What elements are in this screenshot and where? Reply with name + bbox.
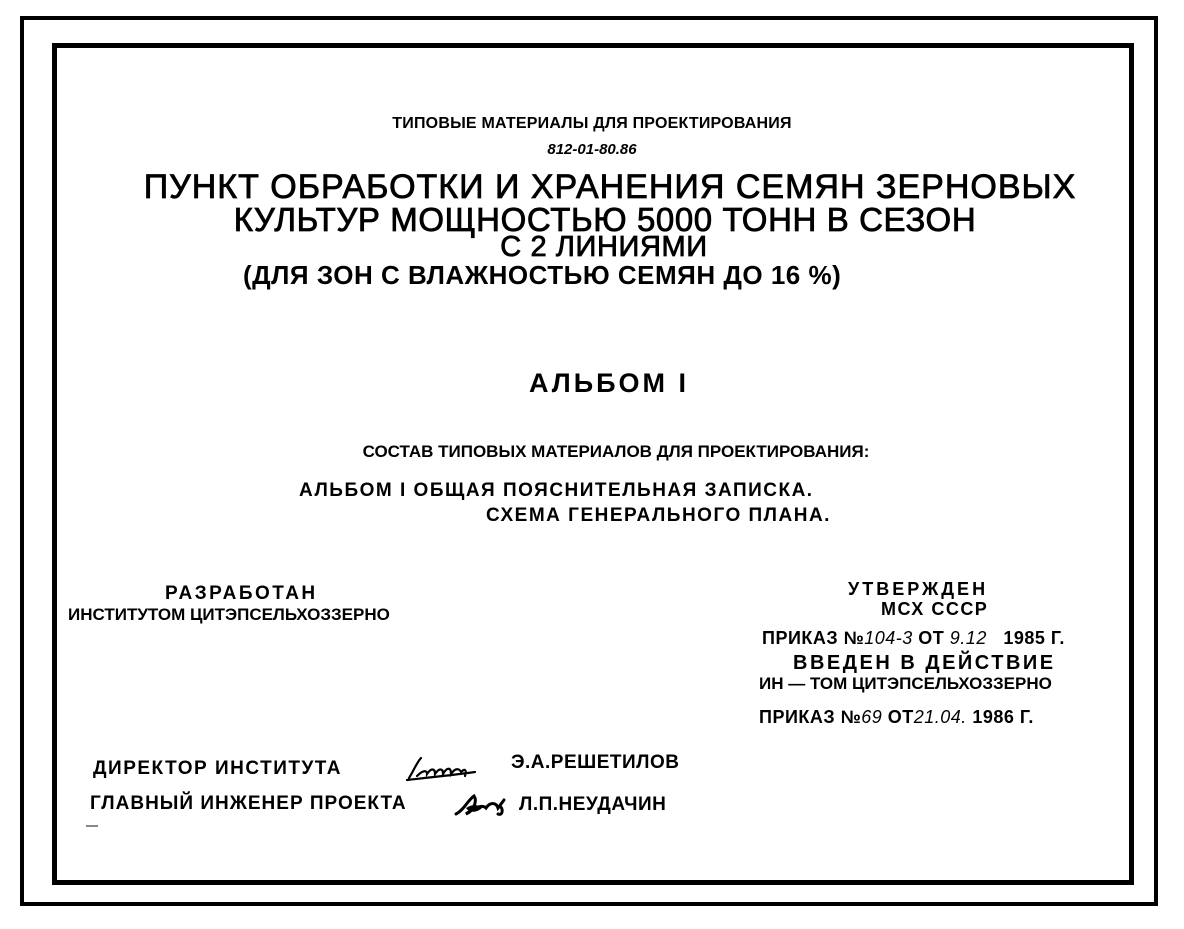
director-name: Э.А.РЕШЕТИЛОВ bbox=[511, 752, 680, 773]
order-1-year: 1985 Г. bbox=[1003, 628, 1065, 648]
stray-mark bbox=[86, 825, 98, 827]
developed-label: РАЗРАБОТАН bbox=[165, 583, 318, 604]
composition-heading: СОСТАВ ТИПОВЫХ МАТЕРИАЛОВ ДЛЯ ПРОЕКТИРОВАНИЯ: bbox=[362, 442, 870, 461]
order-2-prefix: ПРИКАЗ № bbox=[759, 707, 862, 727]
series-code: 812-01-80.86 bbox=[547, 141, 637, 158]
order-1-number: 104-3 bbox=[864, 628, 913, 648]
title-line-1: ПУНКТ ОБРАБОТКИ И ХРАНЕНИЯ СЕМЯН ЗЕРНОВЫХ bbox=[143, 168, 1077, 206]
enacted-label: ВВЕДЕН В ДЕЙСТВИЕ bbox=[793, 652, 1056, 674]
director-signature bbox=[405, 754, 483, 784]
approval-order-1 bbox=[762, 629, 1065, 647]
order-1-from: ОТ bbox=[918, 628, 945, 648]
approval-body: МСХ СССР bbox=[881, 599, 989, 619]
subtitle: (ДЛЯ ЗОН С ВЛАЖНОСТЬЮ СЕМЯН ДО 16 %) bbox=[243, 260, 842, 290]
approved-label: УТВЕРЖДЕН bbox=[848, 579, 989, 599]
composition-line-2: СХЕМА ГЕНЕРАЛЬНОГО ПЛАНА. bbox=[486, 505, 831, 526]
chief-engineer-name: Л.П.НЕУДАЧИН bbox=[519, 794, 667, 815]
chief-engineer-title: ГЛАВНЫЙ ИНЖЕНЕР ПРОЕКТА bbox=[90, 793, 407, 814]
order-1-date: 9.12 bbox=[949, 628, 987, 648]
order-2-number: 69 bbox=[861, 707, 883, 727]
order-1-prefix: ПРИКАЗ № bbox=[762, 628, 865, 648]
composition-line-1: АЛЬБОМ I ОБЩАЯ ПОЯСНИТЕЛЬНАЯ ЗАПИСКА. bbox=[299, 480, 814, 501]
chief-engineer-signature bbox=[452, 790, 516, 820]
developed-by: ИНСТИТУТОМ ЦИТЭПСЕЛЬХОЗЗЕРНО bbox=[68, 605, 390, 624]
order-2-from: ОТ bbox=[887, 707, 914, 727]
title-line-2: КУЛЬТУР МОЩНОСТЬЮ 5000 ТОНН В СЕЗОН bbox=[233, 201, 977, 238]
approval-order-2 bbox=[759, 708, 1034, 726]
order-2-date: 21.04. bbox=[913, 707, 967, 727]
director-title: ДИРЕКТОР ИНСТИТУТА bbox=[93, 758, 342, 779]
series-caption: ТИПОВЫЕ МАТЕРИАЛЫ ДЛЯ ПРОЕКТИРОВАНИЯ bbox=[392, 115, 792, 132]
enacted-by: ИН — ТОМ ЦИТЭПСЕЛЬХОЗЗЕРНО bbox=[759, 674, 1052, 693]
order-2-year: 1986 Г. bbox=[972, 707, 1034, 727]
album-heading: АЛЬБОМ I bbox=[528, 368, 690, 398]
title-line-3: С 2 ЛИНИЯМИ bbox=[500, 231, 708, 263]
